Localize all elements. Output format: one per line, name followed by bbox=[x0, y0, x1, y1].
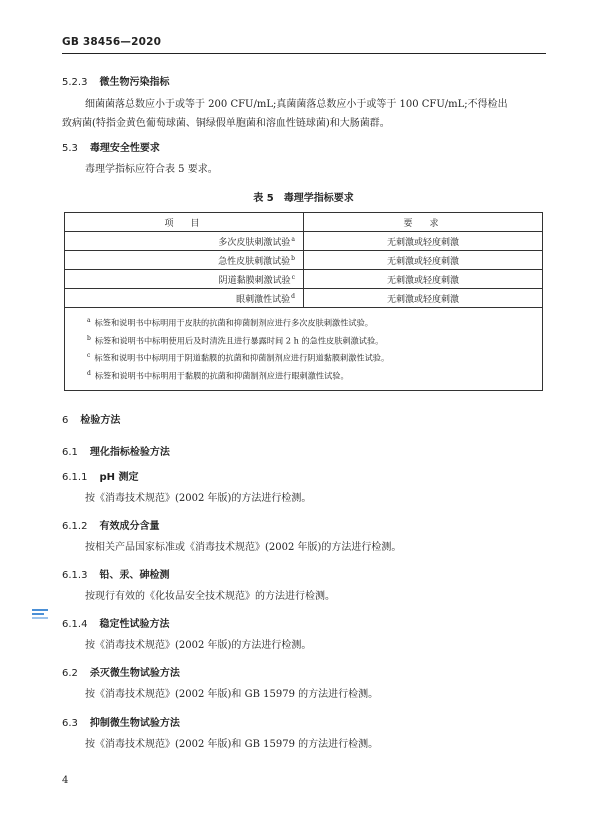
section-6-1-heading bbox=[62, 443, 170, 458]
section-title: 铅、汞、砷检测 bbox=[99, 570, 170, 581]
section-6-3-heading bbox=[62, 714, 180, 729]
table-row bbox=[65, 289, 543, 308]
section-6-heading bbox=[62, 411, 120, 426]
section-title: 检验方法 bbox=[80, 415, 121, 426]
paragraph: 按《消毒技术规范》(2002 年版)的方法进行检测。 bbox=[85, 493, 312, 504]
header-rule bbox=[62, 53, 546, 54]
table-cell-requirement: 无刺激或轻度刺激 bbox=[304, 270, 543, 289]
side-marker-icon bbox=[30, 606, 50, 620]
section-5-3-heading bbox=[62, 139, 160, 154]
column-header-requirement: 要 求 bbox=[304, 213, 543, 232]
table-note: $^b$ 标签和说明书中标明使用后及时清洗且进行暴露时间 2 h 的急性皮肤刺激试验。 bbox=[87, 334, 384, 346]
table-cell-item: 阴道黏膜刺激试验$^c$ bbox=[65, 270, 304, 289]
section-title: pH 测定 bbox=[99, 472, 139, 483]
table-row bbox=[65, 251, 543, 270]
section-5-2-3-heading bbox=[62, 73, 169, 88]
section-title: 有效成分含量 bbox=[99, 521, 160, 532]
paragraph: 按《消毒技术规范》(2002 年版)和 GB 15979 的方法进行检测。 bbox=[85, 739, 379, 750]
section-number: 6.1.1 bbox=[62, 472, 88, 483]
table-caption: 表 5 毒理学指标要求 bbox=[253, 193, 354, 204]
table-note: $^a$ 标签和说明书中标明用于皮肤的抗菌和抑菌制剂应进行多次皮肤刺激性试验。 bbox=[87, 317, 373, 328]
section-6-1-4-heading bbox=[62, 615, 169, 630]
section-number: 6.1.3 bbox=[62, 570, 88, 581]
table-cell-item: 急性皮肤刺激试验$^b$ bbox=[65, 251, 304, 270]
column-header-item: 项 目 bbox=[65, 213, 304, 232]
section-number: 6.1.2 bbox=[62, 521, 88, 532]
section-title: 理化指标检验方法 bbox=[89, 447, 170, 458]
paragraph-line: 致病菌(特指金黄色葡萄球菌、铜绿假单胞菌和溶血性链球菌)和大肠菌群。 bbox=[62, 118, 390, 129]
section-6-1-1-heading bbox=[62, 468, 138, 483]
table-note: $^d$ 标签和说明书中标明用于黏膜的抗菌和抑菌制剂应进行眼刺激性试验。 bbox=[87, 370, 349, 381]
section-number: 6.1 bbox=[62, 447, 78, 458]
table-row bbox=[65, 232, 543, 251]
section-title: 稳定性试验方法 bbox=[99, 619, 170, 630]
section-6-2-heading bbox=[62, 664, 180, 679]
table-header-row bbox=[65, 213, 543, 232]
table-cell-requirement: 无刺激或轻度刺激 bbox=[304, 251, 543, 270]
section-title: 微生物污染指标 bbox=[99, 77, 170, 88]
section-number: 6.3 bbox=[62, 718, 78, 729]
section-number: 6 bbox=[62, 415, 69, 426]
paragraph-line: 细菌菌落总数应小于或等于 200 CFU/mL;真菌菌落总数应小于或等于 100 CFU/mL;不得检出 bbox=[85, 99, 508, 110]
section-6-1-3-heading bbox=[62, 566, 169, 581]
toxicology-table bbox=[64, 212, 543, 391]
table-cell-requirement: 无刺激或轻度刺激 bbox=[304, 289, 543, 308]
table-cell-item: 眼刺激性试验$^d$ bbox=[65, 289, 304, 308]
table-cell-requirement: 无刺激或轻度刺激 bbox=[304, 232, 543, 251]
table-notes bbox=[65, 308, 543, 391]
section-number: 5.2.3 bbox=[62, 77, 88, 88]
table-notes-row bbox=[65, 308, 543, 391]
section-title: 毒理安全性要求 bbox=[89, 143, 160, 154]
section-number: 5.3 bbox=[62, 143, 78, 154]
paragraph: 按《消毒技术规范》(2002 年版)和 GB 15979 的方法进行检测。 bbox=[85, 689, 379, 700]
section-title: 抑制微生物试验方法 bbox=[89, 718, 180, 729]
table-note: $^c$ 标签和说明书中标明用于阴道黏膜的抗菌和抑菌制剂应进行阴道黏膜刺激性试验。 bbox=[87, 352, 390, 364]
standard-number: GB 38456—2020 bbox=[62, 36, 162, 48]
section-6-1-2-heading bbox=[62, 517, 159, 532]
section-number: 6.2 bbox=[62, 668, 78, 679]
paragraph: 按《消毒技术规范》(2002 年版)的方法进行检测。 bbox=[85, 640, 312, 651]
section-number: 6.1.4 bbox=[62, 619, 88, 630]
table-cell-item: 多次皮肤刺激试验$^a$ bbox=[65, 232, 304, 251]
paragraph: 毒理学指标应符合表 5 要求。 bbox=[85, 164, 218, 175]
table-row bbox=[65, 270, 543, 289]
paragraph: 按相关产品国家标准或《消毒技术规范》(2002 年版)的方法进行检测。 bbox=[85, 542, 402, 553]
section-title: 杀灭微生物试验方法 bbox=[89, 668, 180, 679]
paragraph: 按现行有效的《化妆品安全技术规范》的方法进行检测。 bbox=[85, 591, 335, 602]
page-number: 4 bbox=[62, 775, 69, 786]
